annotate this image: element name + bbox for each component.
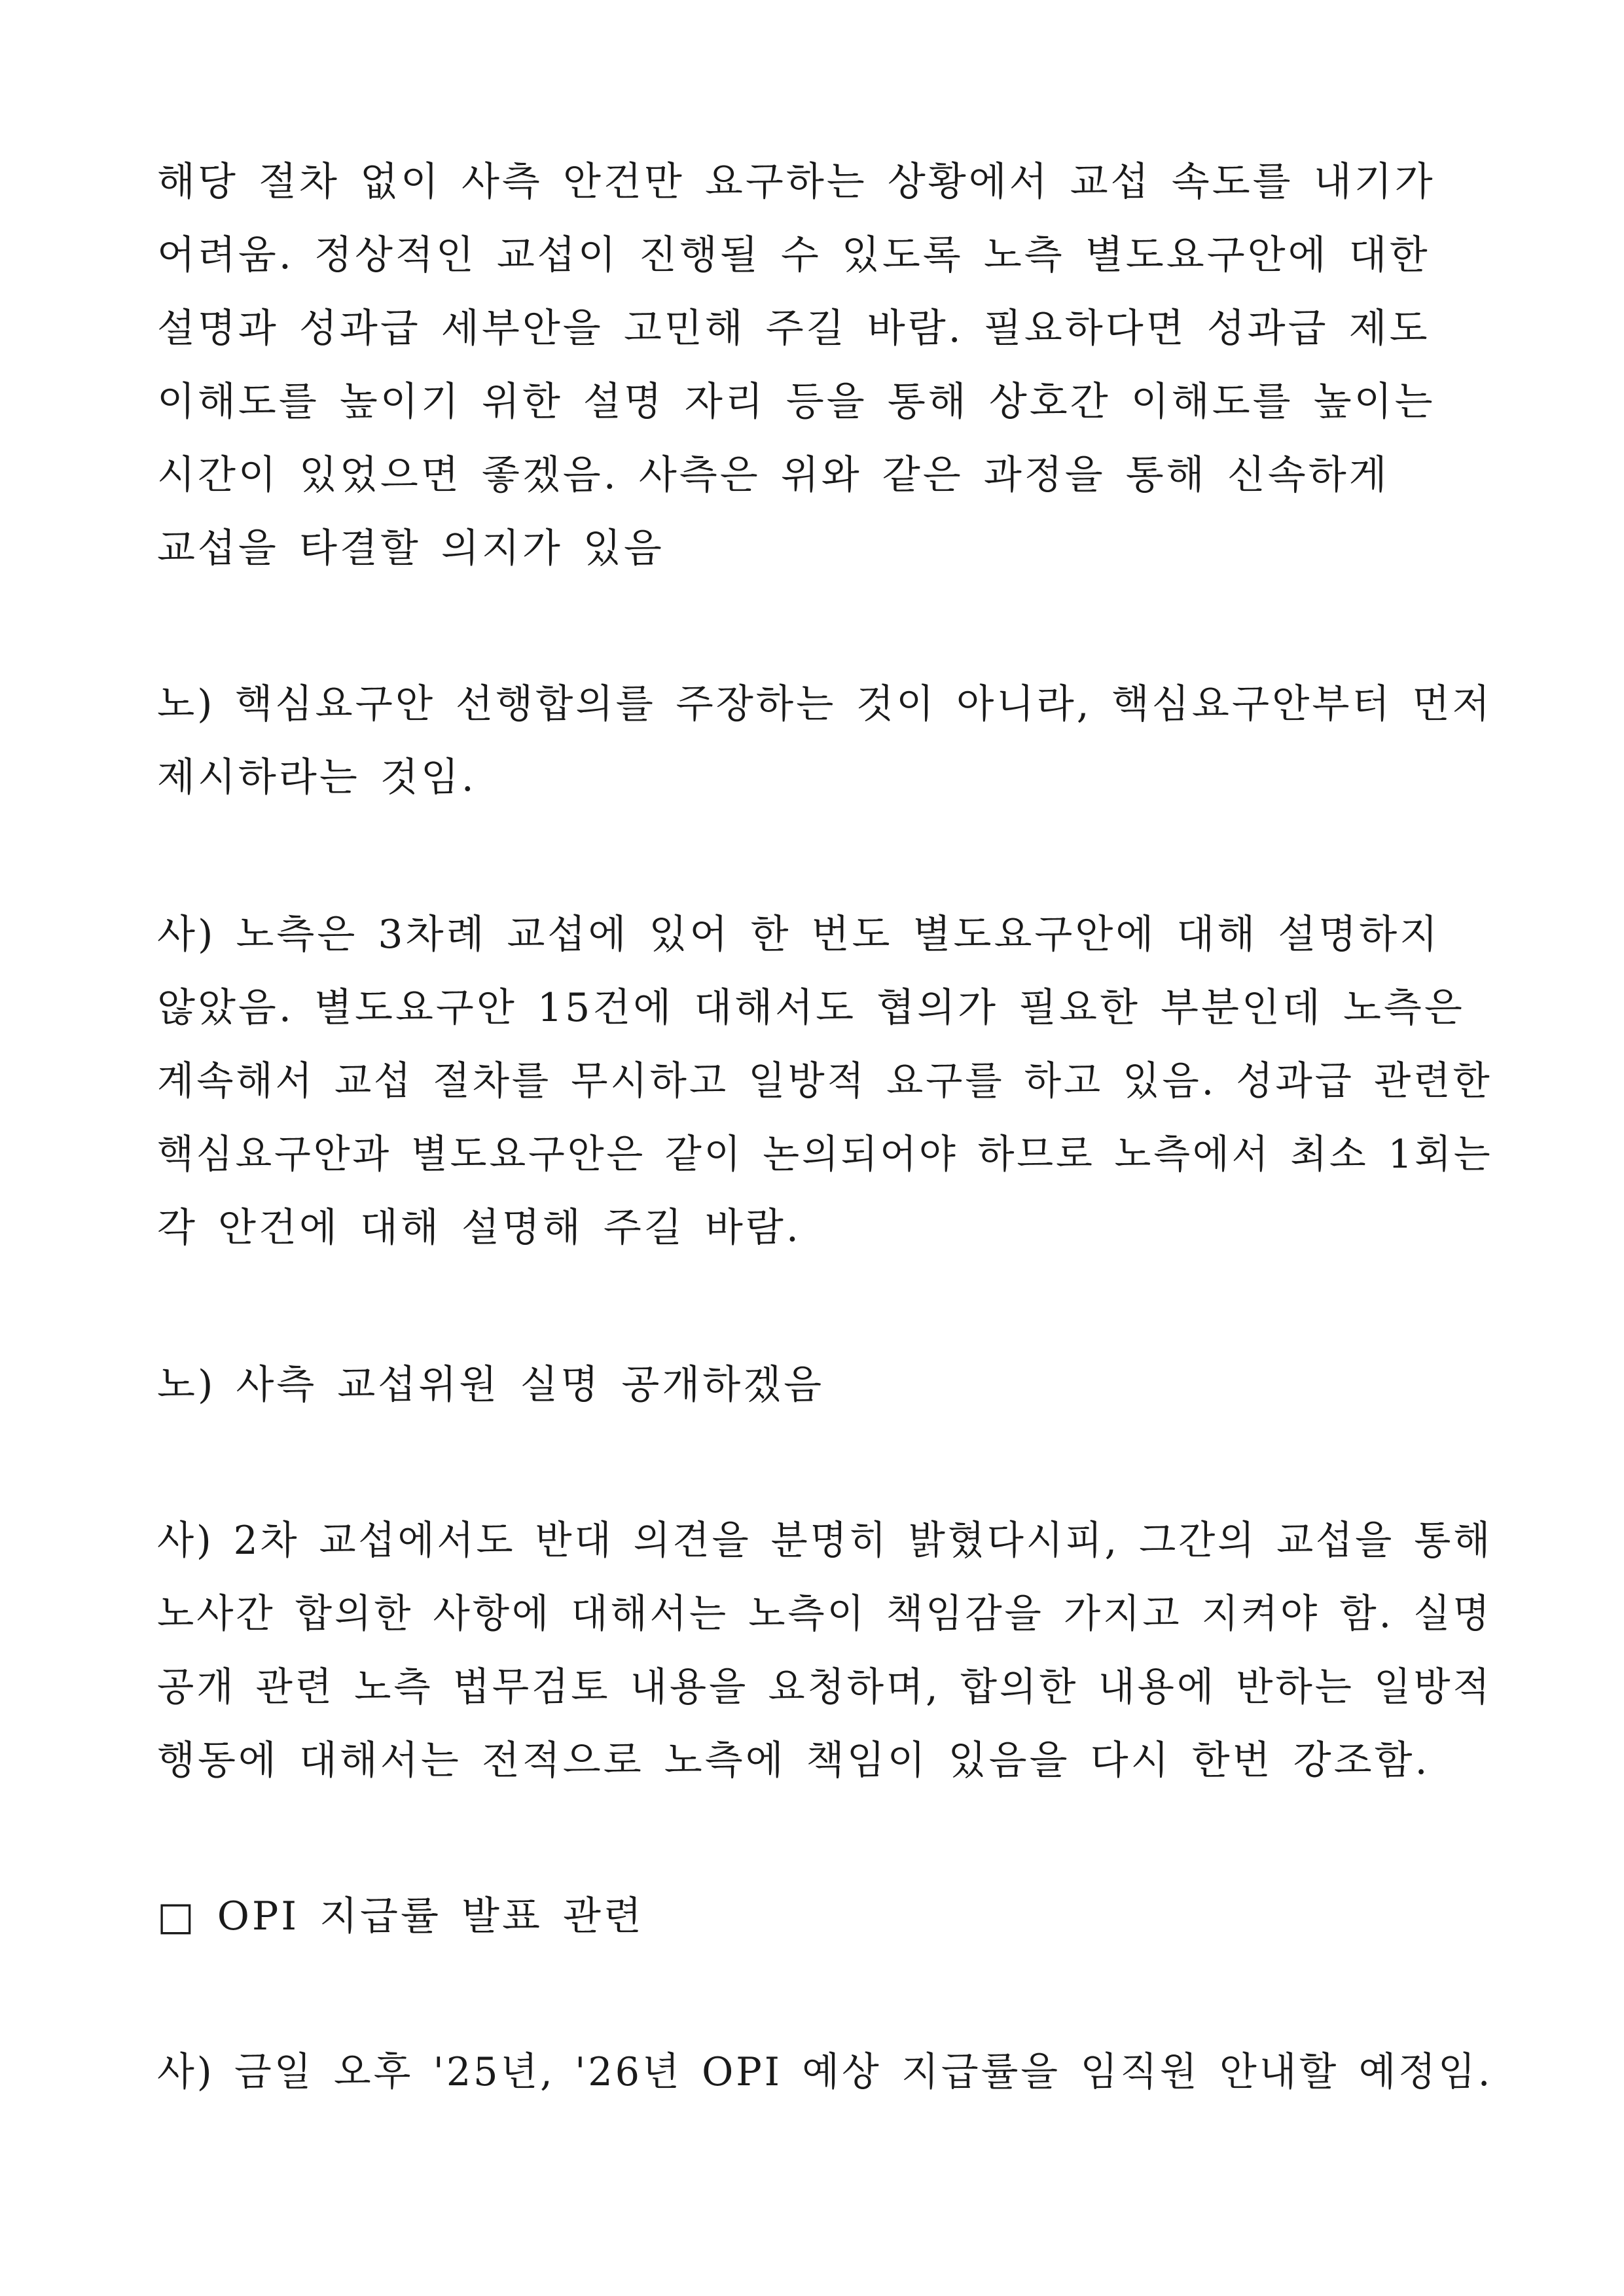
paragraph-3-line-5: 각 안건에 대해 설명해 주길 바람. — [157, 1205, 801, 1251]
paragraph-3-line-1: 사) 노측은 3차례 교섭에 있어 한 번도 별도요구안에 대해 설명하지 — [157, 912, 1441, 958]
paragraph-1-line-2: 어려움. 정상적인 교섭이 진행될 수 있도록 노측 별도요구안에 대한 — [157, 232, 1430, 278]
paragraph-1-line-6: 교섭을 타결할 의지가 있음 — [157, 526, 664, 571]
paragraph-2-line-2: 제시하라는 것임. — [157, 755, 477, 800]
paragraph-2-line-1: 노) 핵심요구안 선행합의를 주장하는 것이 아니라, 핵심요구안부터 먼저 — [157, 681, 1492, 727]
paragraph-1-line-4: 이해도를 높이기 위한 설명 자리 등을 통해 상호간 이해도를 높이는 — [157, 379, 1435, 425]
document-page — [157, 0, 1492, 2296]
section-heading-opi: □ OPI 지급률 발표 관련 — [157, 1893, 644, 1939]
paragraph-5-line-3: 공개 관련 노측 법무검토 내용을 요청하며, 합의한 내용에 반하는 일방적 — [157, 1664, 1492, 1710]
paragraph-1-line-1: 해당 절차 없이 사측 안건만 요구하는 상황에서 교섭 속도를 내기가 — [157, 159, 1435, 205]
paragraph-4-line-1: 노) 사측 교섭위원 실명 공개하겠음 — [157, 1362, 825, 1408]
paragraph-3-line-4: 핵심요구안과 별도요구안은 같이 논의되어야 하므로 노측에서 최소 1회는 — [157, 1132, 1493, 1177]
paragraph-3-line-2: 않았음. 별도요구안 15건에 대해서도 협의가 필요한 부분인데 노측은 — [157, 985, 1465, 1031]
paragraph-7-line-1: 사) 금일 오후 '25년, '26년 OPI 예상 지급률을 임직원 안내할 예정임. — [157, 2049, 1493, 2095]
paragraph-1-line-5: 시간이 있었으면 좋겠음. 사측은 위와 같은 과정을 통해 신속하게 — [157, 452, 1390, 498]
paragraph-1-line-3: 설명과 성과급 세부안을 고민해 주길 바람. 필요하다면 성과급 제도 — [157, 306, 1430, 351]
paragraph-3-line-3: 계속해서 교섭 절차를 무시하고 일방적 요구를 하고 있음. 성과급 관련한 — [157, 1058, 1492, 1104]
paragraph-5-line-2: 노사간 합의한 사항에 대해서는 노측이 책임감을 가지고 지켜야 함. 실명 — [157, 1591, 1492, 1637]
paragraph-5-line-4: 행동에 대해서는 전적으로 노측에 책임이 있음을 다시 한번 강조함. — [157, 1738, 1430, 1784]
paragraph-5-line-1: 사) 2차 교섭에서도 반대 의견을 분명히 밝혔다시피, 그간의 교섭을 통해 — [157, 1518, 1493, 1564]
